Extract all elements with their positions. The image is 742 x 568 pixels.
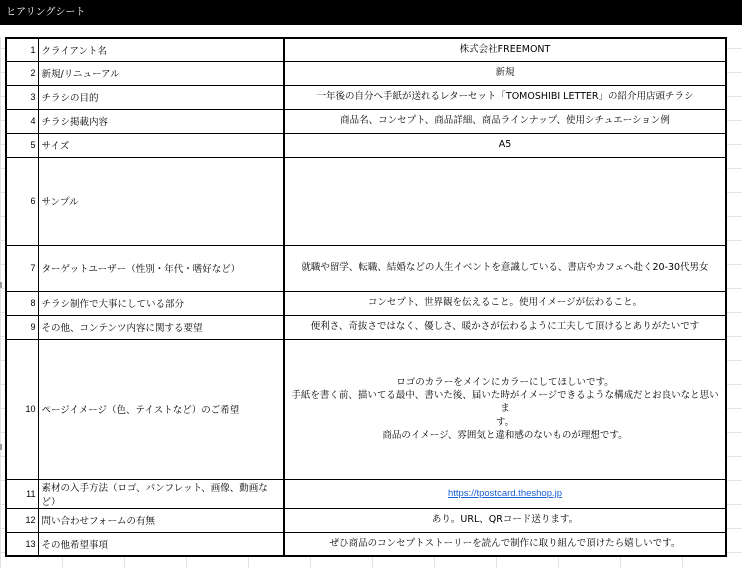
table-row <box>6 245 726 291</box>
value-line: ぜひ商品のコンセプトストーリーを読んで制作に取り組んで頂けたら嬉しいです。 <box>329 538 681 550</box>
hearing-table <box>5 37 727 557</box>
row-value-cell[interactable] <box>284 109 726 133</box>
row-label-cell[interactable]: 問い合わせフォームの有無 <box>38 508 284 532</box>
row-number-cell[interactable]: 4 <box>6 109 38 133</box>
value-line: あり。URL、QRコード送ります。 <box>431 514 579 526</box>
row-label-cell[interactable]: チラシ制作で大事にしている部分 <box>38 291 284 315</box>
row-value-cell[interactable] <box>284 157 726 245</box>
value-line: す。 <box>495 416 515 428</box>
row-number-cell[interactable]: 8 <box>6 291 38 315</box>
value-line: 便利さ、奇抜さではなく、優しさ、暖かさが伝わるように工夫して頂けるとありがたいです <box>310 321 700 333</box>
row-label-cell[interactable]: サンプル <box>38 157 284 245</box>
row-value-cell[interactable] <box>284 61 726 85</box>
row-value-cell[interactable] <box>284 479 726 508</box>
row-number-cell[interactable]: 12 <box>6 508 38 532</box>
row-resize-handle[interactable] <box>0 444 2 450</box>
row-label-cell[interactable]: 素材の入手方法（ロゴ、パンフレット、画像、動画など） <box>38 479 284 508</box>
row-number-cell[interactable]: 2 <box>6 61 38 85</box>
row-number-cell[interactable]: 10 <box>6 339 38 479</box>
value-line: 商品のイメージ、雰囲気と違和感のないものが理想です。 <box>382 429 628 441</box>
row-label-cell[interactable]: ページイメージ（色、テイストなど）のご希望 <box>38 339 284 479</box>
sheet-title-bar[interactable] <box>0 0 742 25</box>
value-line: 商品名、コンセプト、商品詳細、商品ラインナップ、使用シチュエーション例 <box>340 115 670 127</box>
row-number-cell[interactable]: 11 <box>6 479 38 508</box>
row-label-cell[interactable]: チラシの目的 <box>38 85 284 109</box>
row-value-cell[interactable] <box>284 133 726 157</box>
value-line: 手紙を書く前、描いてる最中、書いた後、届いた時がイメージできるような構成だとお良いなと思いま <box>291 390 719 415</box>
value-line: 一年後の自分へ手紙が送れるレターセット「TOMOSHIBI LETTER」の紹介用店頭チラシ <box>316 91 694 103</box>
table-row <box>6 61 726 85</box>
table-row <box>6 479 726 508</box>
row-label-cell[interactable]: ターゲットユーザー（性別・年代・嗜好など） <box>38 245 284 291</box>
row-value-cell[interactable] <box>284 245 726 291</box>
row-value-cell[interactable] <box>284 339 726 479</box>
website-link[interactable]: https://tpostcard.theshop.jp <box>447 488 563 499</box>
table-row <box>6 508 726 532</box>
row-number-cell[interactable]: 9 <box>6 315 38 339</box>
row-number-cell[interactable]: 1 <box>6 38 38 61</box>
row-number-cell[interactable]: 13 <box>6 532 38 556</box>
value-line: 就職や留学、転職、結婚などの人生イベントを意識している、書店やカフェへ赴く20-30代男女 <box>301 262 709 274</box>
row-value-cell[interactable] <box>284 85 726 109</box>
row-label-cell[interactable]: サイズ <box>38 133 284 157</box>
row-number-cell[interactable]: 7 <box>6 245 38 291</box>
row-label-cell[interactable]: 新規/リニューアル <box>38 61 284 85</box>
row-value-cell[interactable] <box>284 532 726 556</box>
table-row <box>6 315 726 339</box>
row-value-cell[interactable] <box>284 291 726 315</box>
row-label-cell[interactable]: その他希望事項 <box>38 532 284 556</box>
value-line: 株式会社FREEMONT <box>459 44 551 56</box>
table-row <box>6 85 726 109</box>
row-number-cell[interactable]: 6 <box>6 157 38 245</box>
table-row <box>6 109 726 133</box>
value-line: A5 <box>498 139 512 151</box>
row-label-cell[interactable]: クライアント名 <box>38 38 284 61</box>
row-label-cell[interactable]: その他、コンテンツ内容に関する要望 <box>38 315 284 339</box>
table-row <box>6 157 726 245</box>
row-number-cell[interactable]: 5 <box>6 133 38 157</box>
table-row <box>6 339 726 479</box>
value-line: コンセプト、世界観を伝えること。使用イメージが伝わること。 <box>367 297 643 309</box>
table-row <box>6 291 726 315</box>
blank-spacer-row[interactable] <box>0 25 742 37</box>
row-number-cell[interactable]: 3 <box>6 85 38 109</box>
row-resize-handle[interactable] <box>0 282 2 288</box>
table-row <box>6 532 726 556</box>
row-value-cell[interactable] <box>284 38 726 61</box>
table-row <box>6 133 726 157</box>
sheet-title: ヒアリングシート <box>6 7 86 18</box>
row-value-cell[interactable] <box>284 315 726 339</box>
table-row <box>6 38 726 61</box>
value-line: 新規 <box>495 67 515 79</box>
row-value-cell[interactable] <box>284 508 726 532</box>
row-label-cell[interactable]: チラシ掲載内容 <box>38 109 284 133</box>
value-line: ロゴのカラーをメインにカラーにしてほしいです。 <box>396 376 614 388</box>
